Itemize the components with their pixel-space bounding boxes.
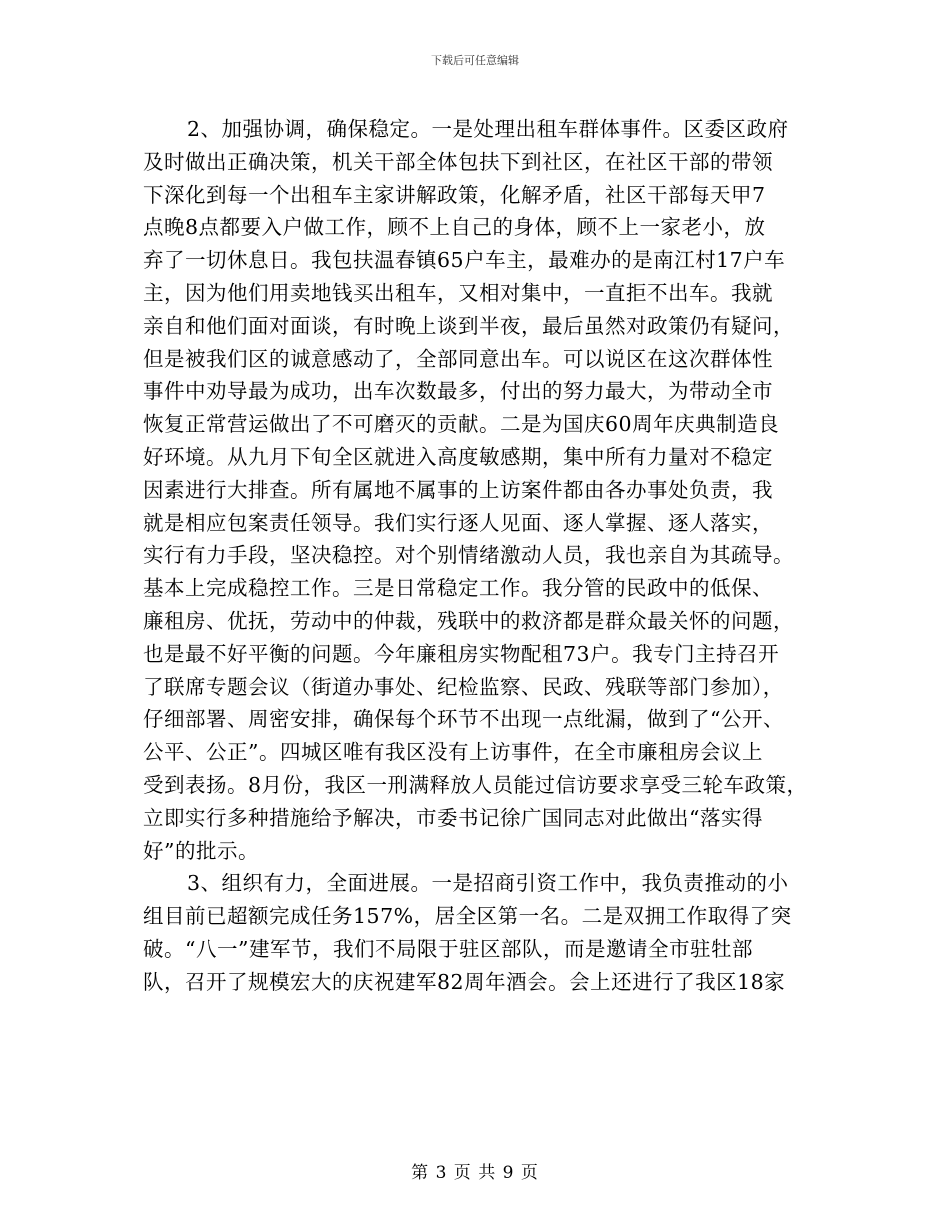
paragraph-line: 组目前已超额完成任务157%，居全区第一名。二是双拥工作取得了突 xyxy=(143,904,792,929)
paragraph-line: 实行有力手段，坚决稳控。对个别情绪激动人员，我也亲自为其疏导。 xyxy=(143,543,794,568)
paragraph-line: 事件中劝导最为成功，出车次数最多，付出的努力最大，为带动全市 xyxy=(143,379,773,404)
paragraph-line: 基本上完成稳控工作。三是日常稳定工作。我分管的民政中的低保、 xyxy=(143,576,773,601)
paragraph-line: 仔细部署、周密安排，确保每个环节不出现一点纰漏，做到了“公开、 xyxy=(143,707,784,732)
page-header: 下载后可任意编辑 xyxy=(431,54,519,67)
paragraph-line: 好”的批示。 xyxy=(143,838,259,863)
paragraph-line: 好环境。从九月下旬全区就进入高度敏感期，集中所有力量对不稳定 xyxy=(143,444,773,469)
paragraph-line: 但是被我们区的诚意感动了，全部同意出车。可以说区在这次群体性 xyxy=(143,346,773,371)
paragraph-line: 就是相应包案责任领导。我们实行逐人见面、逐人掌握、逐人落实， xyxy=(143,510,773,535)
paragraph-line: 主，因为他们用卖地钱买出租车，又相对集中，一直拒不出车。我就 xyxy=(143,280,773,305)
paragraph-line: 2、加强协调，确保稳定。一是处理出租车群体事件。区委区政府 xyxy=(187,117,789,141)
paragraph-line: 因素进行大排查。所有属地不属事的上访案件都由各办事处负责，我 xyxy=(143,477,773,502)
paragraph-line: 亲自和他们面对面谈，有时晚上谈到半夜，最后虽然对政策仍有疑问， xyxy=(143,313,794,338)
paragraph-line: 及时做出正确决策，机关干部全体包扶下到社区，在社区干部的带领 xyxy=(143,149,773,174)
paragraph-line: 也是最不好平衡的问题。今年廉租房实物配租73户。我专门主持召开 xyxy=(143,641,780,666)
paragraph-line: 3、组织有力，全面进展。一是招商引资工作中，我负责推动的小 xyxy=(187,871,789,896)
paragraph-line: 立即实行多种措施给予解决，市委书记徐广国同志对此做出“落实得 xyxy=(143,805,763,830)
paragraph-line: 廉租房、优抚，劳动中的仲裁，残联中的救济都是群众最关怀的问题， xyxy=(143,608,794,633)
paragraph-line: 破。“八一”建军节，我们不局限于驻区部队，而是邀请全市驻牡部 xyxy=(143,936,753,961)
paragraph-line: 下深化到每一个出租车主家讲解政策，化解矛盾，社区干部每天甲7 xyxy=(143,182,766,207)
page-number: 第 3 页 共 9 页 xyxy=(411,1163,539,1183)
paragraph-line: 队，召开了规模宏大的庆祝建军82周年酒会。会上还进行了我区18家 xyxy=(143,969,786,994)
paragraph-line: 弃了一切休息日。我包扶温春镇65户车主，最难办的是南江村17户车 xyxy=(143,248,786,273)
paragraph-line: 了联席专题会议（街道办事处、纪检监察、民政、残联等部门参加）， xyxy=(143,674,784,699)
paragraph-line: 恢复正常营运做出了不可磨灭的贡献。二是为国庆60周年庆典制造良 xyxy=(143,412,780,437)
paragraph-line: 公平、公正”。四城区唯有我区没有上访事件，在全市廉租房会议上 xyxy=(143,740,763,765)
paragraph-line: 点晚8点都要入户做工作，顾不上自己的身体，顾不上一家老小，放 xyxy=(143,215,766,240)
document-body xyxy=(143,113,833,999)
paragraph-line: 受到表扬。8月份，我区一刑满释放人员能过信访要求享受三轮车政策， xyxy=(143,772,808,797)
